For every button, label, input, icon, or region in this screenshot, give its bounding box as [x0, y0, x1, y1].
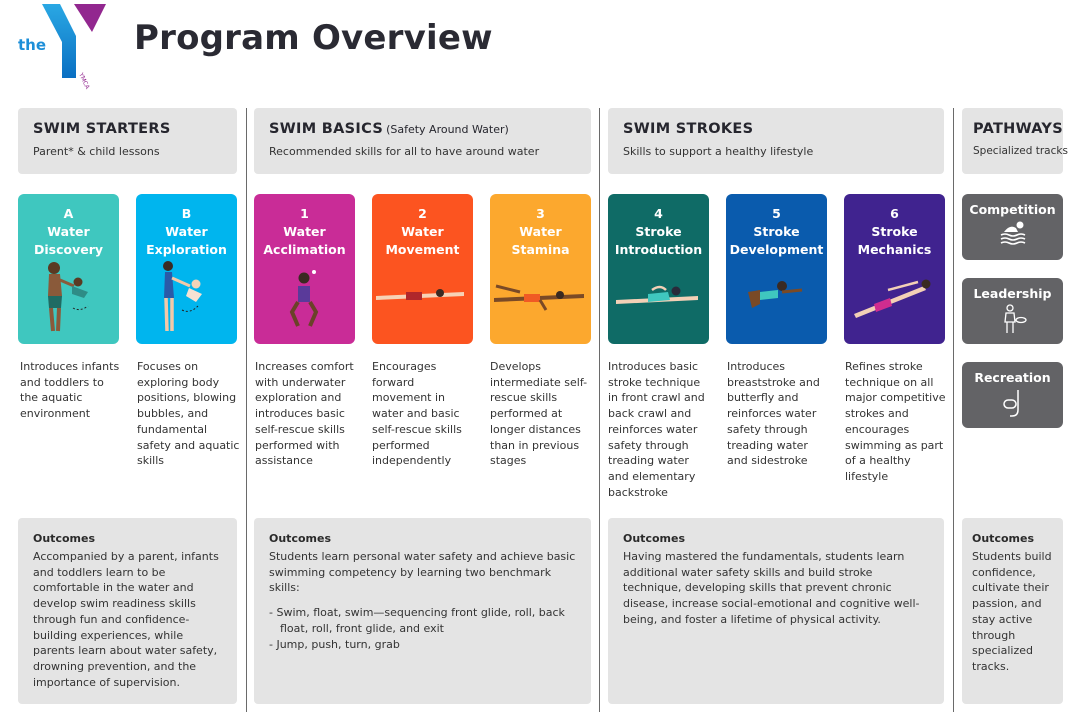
swimmer-icon: [998, 220, 1028, 246]
stage-level: 6: [890, 206, 899, 221]
stage-card-stroke-mechanics[interactable]: [844, 194, 945, 344]
section-title: SWIM STARTERS: [33, 121, 171, 137]
section-header-pathways: [962, 108, 1068, 174]
outcomes-text: Having mastered the fundamentals, students learn additional water safety skills and build stroke technique, developing skills that prevent chronic disease, increase social-emotional and cognitive well-being, and foster a lifetime of physical activity.: [623, 550, 920, 626]
stage-card-stroke-development[interactable]: [726, 194, 827, 344]
stage-level: B: [181, 206, 192, 221]
section-title: SWIM STROKES: [623, 121, 754, 137]
outcomes-panel-swim-strokes: [608, 518, 944, 704]
swimmer-illustration-icon: [490, 256, 591, 336]
stage-description: Increases comfort with underwater exploration and introduces basic self-rescue skills performed with assistance: [255, 360, 354, 468]
stage-level: 1: [300, 206, 309, 221]
stage-name: Water Movement: [385, 224, 460, 257]
stage-level: 4: [654, 206, 663, 221]
stage-level: 3: [536, 206, 545, 221]
breaststroke-swimmer-illustration-icon: [726, 256, 827, 336]
outcomes-bullet: - Jump, push, turn, grab: [269, 637, 577, 653]
section-header-swim-starters: [18, 108, 237, 174]
outcomes-title: Outcomes: [623, 532, 685, 545]
outcomes-text: Students build confidence, cultivate their passion, and stay active through specialized tracks.: [972, 550, 1052, 673]
stage-name: Stroke Development: [729, 224, 824, 257]
outcomes-text: Accompanied by a parent, infants and toddlers learn to be comfortable in the water and develop swim readiness skills through fun and confidence-building experiences, while parents learn about water safety, drowning prevention, and the importance of supervision.: [33, 550, 219, 689]
stage-description: Introduces basic stroke technique in front crawl and back crawl and reinforces water safety through treading water and elementary backstroke: [608, 360, 705, 499]
parent-infant-illustration-icon: [18, 256, 119, 336]
outcomes-title: Outcomes: [972, 532, 1034, 545]
gliding-swimmer-illustration-icon: [372, 256, 473, 336]
pathway-card-competition[interactable]: [962, 194, 1063, 260]
outcomes-panel-swim-basics: [254, 518, 591, 704]
section-title: PATHWAYS: [973, 121, 1063, 137]
page-title: Program Overview: [134, 18, 493, 58]
squatting-child-illustration-icon: [254, 256, 355, 336]
parent-infant-illustration-icon: [136, 256, 237, 336]
logo-small-text: YMCA: [77, 71, 91, 91]
outcomes-panel-swim-starters: [18, 518, 237, 704]
section-divider: [599, 108, 600, 712]
stage-level: A: [63, 206, 74, 221]
stage-level: 5: [772, 206, 781, 221]
section-header-swim-basics: [254, 108, 591, 174]
stage-name: Water Discovery: [33, 224, 104, 257]
pathway-card-leadership[interactable]: [962, 278, 1063, 344]
stage-name: Stroke Mechanics: [857, 224, 932, 257]
stage-name: Water Acclimation: [263, 224, 346, 257]
stage-description: Encourages forward movement in water and basic self-rescue skills performed independently: [372, 360, 462, 468]
section-header-swim-strokes: [608, 108, 944, 174]
section-subtitle: Recommended skills for all to have around water: [269, 145, 540, 158]
outcomes-title: Outcomes: [269, 532, 331, 545]
section-subtitle: Parent* & child lessons: [33, 145, 160, 158]
section-title: SWIM BASICS: [269, 121, 384, 137]
outcomes-panel-pathways: [962, 518, 1063, 704]
section-divider: [246, 108, 247, 712]
outcomes-title: Outcomes: [33, 532, 95, 545]
section-divider: [953, 108, 954, 712]
stage-description: Introduces infants and toddlers to the aquatic environment: [20, 360, 120, 421]
section-title-note: (Safety Around Water): [386, 123, 509, 136]
pathway-name: Competition: [969, 202, 1056, 217]
stage-card-water-exploration[interactable]: [136, 194, 237, 344]
stage-description: Focuses on exploring body positions, blowing bubbles, and fundamental safety and aquatic skills: [137, 360, 240, 468]
stage-description: Develops intermediate self-rescue skills performed at longer distances than in previous stages: [490, 360, 588, 468]
stage-name: Water Exploration: [146, 224, 227, 257]
outcomes-text: Students learn personal water safety and achieve basic swimming competency by learning two benchmark skills:: [269, 550, 576, 595]
stage-card-stroke-introduction[interactable]: [608, 194, 709, 344]
stage-card-water-stamina[interactable]: [490, 194, 591, 344]
stage-description: Refines stroke technique on all major competitive strokes and encourages swimming as part of a healthy lifestyle: [845, 360, 946, 483]
outcomes-bullet-list: [269, 605, 577, 652]
stage-card-water-acclimation[interactable]: [254, 194, 355, 344]
snorkel-icon: [998, 388, 1028, 418]
front-crawl-swimmer-illustration-icon: [608, 256, 709, 336]
pathway-card-recreation[interactable]: [962, 362, 1063, 428]
diving-swimmer-illustration-icon: [844, 256, 945, 336]
stage-name: Water Stamina: [511, 224, 570, 257]
lifeguard-icon: [998, 304, 1028, 334]
ymca-logo: [16, 2, 116, 91]
logo-text: the: [18, 36, 47, 54]
stage-name: Stroke Introduction: [614, 224, 703, 257]
stage-level: 2: [418, 206, 427, 221]
pathway-name: Recreation: [974, 370, 1051, 385]
stage-card-water-discovery[interactable]: [18, 194, 119, 344]
section-subtitle: Skills to support a healthy lifestyle: [623, 145, 814, 158]
stage-description: Introduces breaststroke and butterfly and reinforces water safety through treading water and sidestroke: [727, 360, 820, 468]
stage-card-water-movement[interactable]: [372, 194, 473, 344]
section-subtitle: Specialized tracks: [973, 145, 1068, 157]
outcomes-bullet: - Swim, float, swim—sequencing front glide, roll, back float, roll, front glide, and exit: [269, 605, 577, 636]
pathway-name: Leadership: [973, 286, 1052, 301]
